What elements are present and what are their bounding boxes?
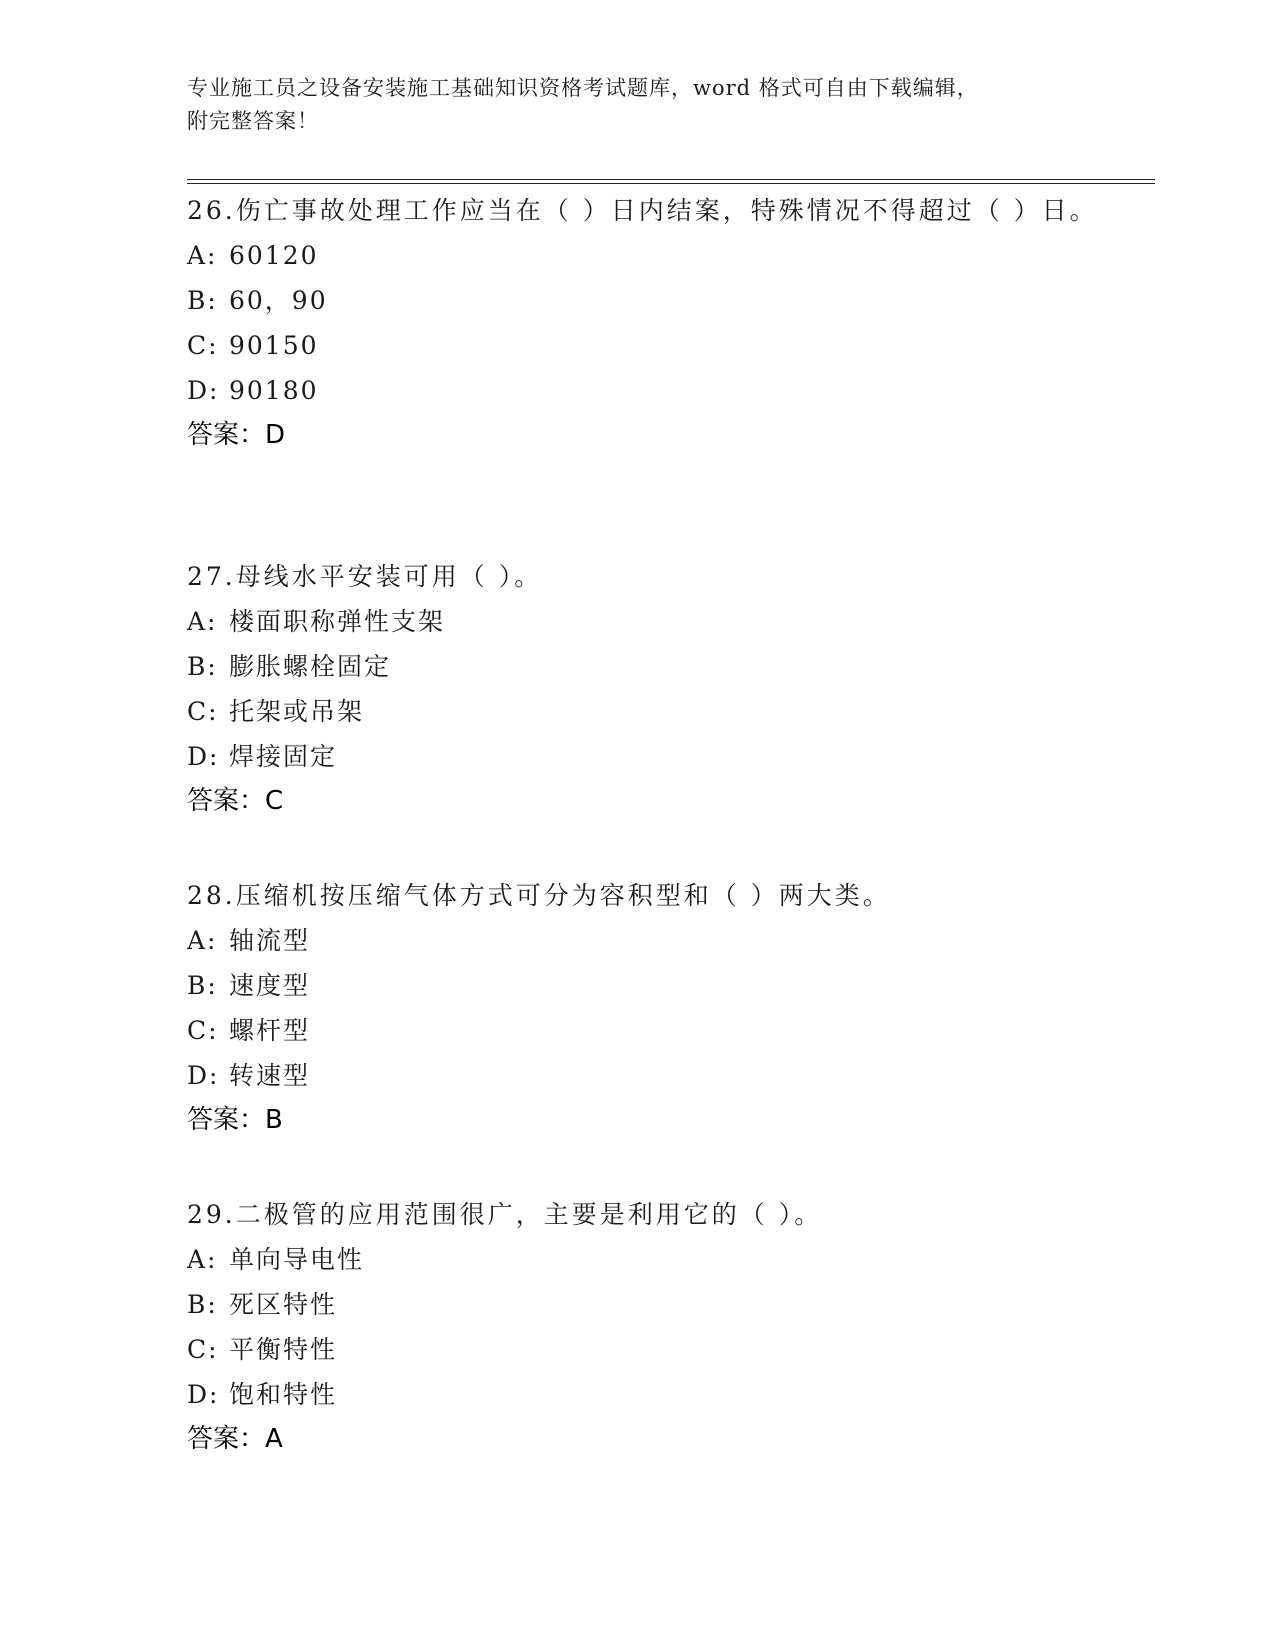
answer-line: 答案：C: [187, 786, 284, 816]
option-text: 托架或吊架: [229, 697, 365, 726]
option-letter: A:: [187, 926, 218, 955]
option-c: [187, 323, 1107, 368]
option-b: [187, 644, 1107, 689]
option-d: [187, 1372, 1107, 1417]
question-stem: 27.母线水平安装可用（ ）。: [187, 562, 543, 591]
option-text: 速度型: [229, 971, 311, 1000]
question-29: [187, 1192, 1107, 1462]
option-letter: B:: [187, 652, 218, 681]
option-a: [187, 918, 1107, 963]
option-letter: C:: [187, 697, 219, 726]
option-a: [187, 599, 1107, 644]
option-letter: A:: [187, 1245, 218, 1274]
option-letter: D:: [187, 742, 220, 771]
option-b: [187, 278, 1107, 323]
option-text: 60120: [229, 241, 319, 270]
option-text: 楼面职称弹性支架: [229, 607, 446, 636]
option-b: [187, 1282, 1107, 1327]
option-text: 单向导电性: [229, 1245, 365, 1274]
header-line-2: 附完整答案！: [187, 109, 319, 133]
option-letter: D:: [187, 376, 220, 405]
option-c: [187, 689, 1107, 734]
header-divider-bottom: [187, 183, 1155, 184]
option-text: 死区特性: [229, 1290, 338, 1319]
header-line-1: 专业施工员之设备安装施工基础知识资格考试题库，word 格式可自由下载编辑，: [187, 76, 979, 100]
option-text: 转速型: [229, 1061, 311, 1090]
question-stem: 29.二极管的应用范围很广，主要是利用它的（ ）。: [187, 1200, 823, 1229]
answer-line: 答案：A: [187, 1424, 283, 1454]
document-header: [187, 72, 1087, 138]
option-text: 90180: [229, 376, 319, 405]
option-text: 饱和特性: [229, 1380, 338, 1409]
option-text: 60，90: [229, 286, 328, 315]
option-d: [187, 734, 1107, 779]
option-text: 螺杆型: [229, 1016, 311, 1045]
option-letter: B:: [187, 971, 218, 1000]
option-c: [187, 1327, 1107, 1372]
option-c: [187, 1008, 1107, 1053]
option-letter: C:: [187, 331, 219, 360]
answer-line: 答案：B: [187, 1105, 283, 1135]
option-letter: A:: [187, 607, 218, 636]
question-stem: 26.伤亡事故处理工作应当在（ ）日内结案，特殊情况不得超过（ ）日。: [187, 196, 1098, 225]
option-letter: D:: [187, 1380, 220, 1409]
option-letter: B:: [187, 1290, 218, 1319]
question-26: [187, 188, 1107, 458]
option-text: 轴流型: [229, 926, 311, 955]
option-text: 90150: [229, 331, 319, 360]
answer-line: 答案：D: [187, 420, 286, 450]
question-27: [187, 554, 1107, 824]
question-stem: 28.压缩机按压缩气体方式可分为容积型和（ ）两大类。: [187, 881, 891, 910]
option-letter: C:: [187, 1016, 219, 1045]
option-a: [187, 1237, 1107, 1282]
header-divider-top: [187, 179, 1155, 180]
option-text: 膨胀螺栓固定: [229, 652, 392, 681]
question-28: [187, 873, 1107, 1143]
option-d: [187, 368, 1107, 413]
option-letter: C:: [187, 1335, 219, 1364]
option-letter: D:: [187, 1061, 220, 1090]
option-d: [187, 1053, 1107, 1098]
option-text: 平衡特性: [229, 1335, 338, 1364]
option-a: [187, 233, 1107, 278]
option-b: [187, 963, 1107, 1008]
option-text: 焊接固定: [229, 742, 338, 771]
option-letter: B:: [187, 286, 218, 315]
option-letter: A:: [187, 241, 218, 270]
